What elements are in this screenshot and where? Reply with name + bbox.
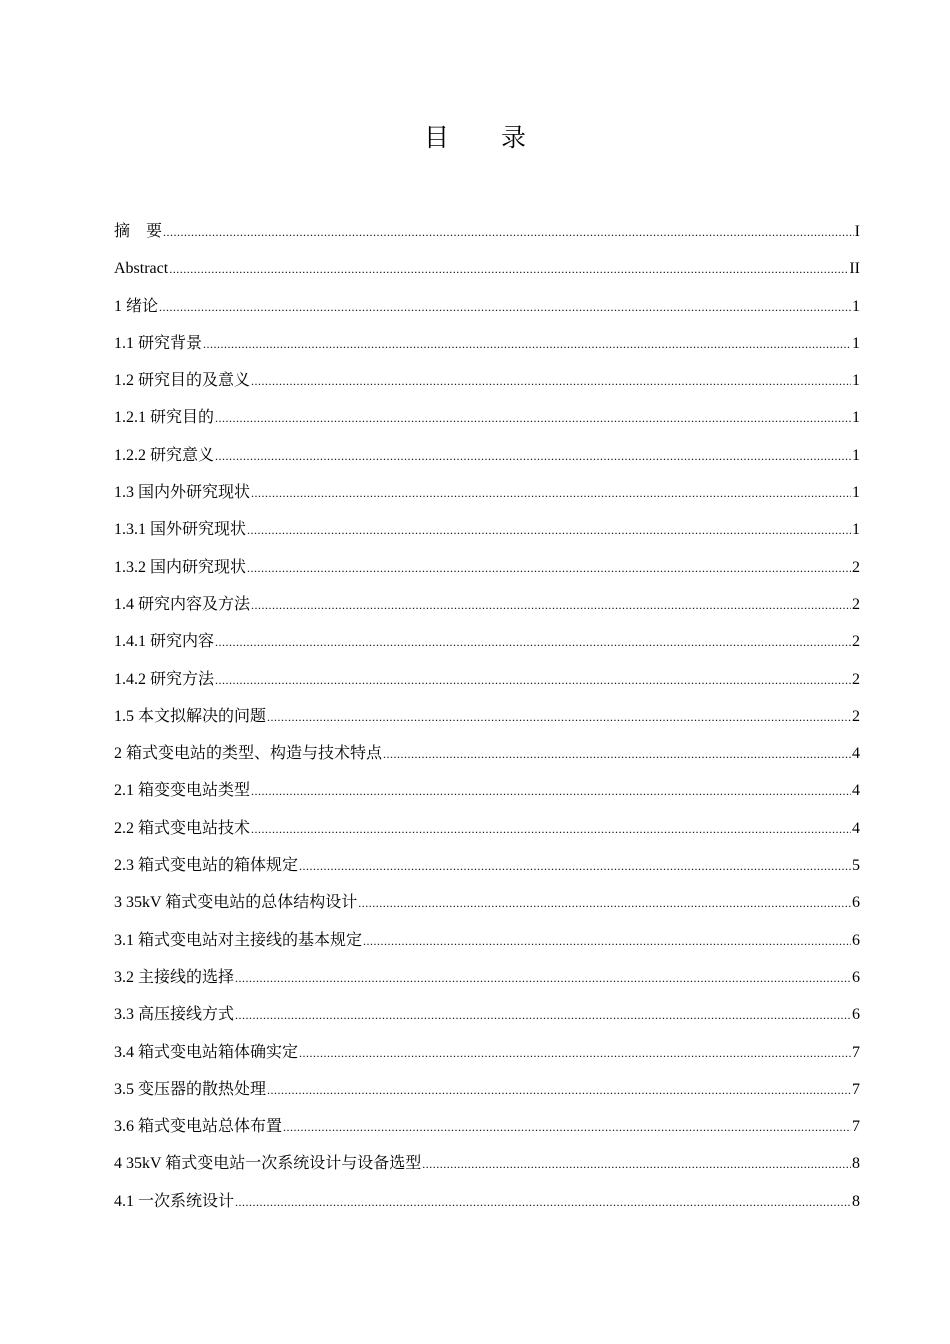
toc-entry[interactable] [114, 332, 860, 369]
toc-entry-label: 2 箱式变电站的类型、构造与技术特点 [114, 745, 383, 763]
toc-dot-leader [358, 891, 851, 915]
toc-entry-label: 3 35kV 箱式变电站的总体结构设计 [114, 894, 358, 912]
toc-dot-leader [251, 779, 851, 803]
toc-dot-leader [235, 1190, 851, 1214]
toc-dot-leader [283, 1115, 851, 1139]
toc-entry-page-number: 7 [852, 1118, 860, 1136]
toc-entry-page-number: 1 [852, 372, 860, 390]
toc-entry[interactable] [114, 779, 860, 816]
toc-entry[interactable] [114, 630, 860, 667]
toc-entry[interactable] [114, 1115, 860, 1152]
toc-dot-leader [422, 1152, 851, 1176]
toc-dot-leader [247, 518, 851, 542]
toc-dot-leader [299, 1041, 851, 1065]
toc-entry-label: 3.1 箱式变电站对主接线的基本规定 [114, 931, 363, 949]
toc-entry-page-number: 2 [852, 707, 860, 725]
toc-entry-label: 1.1 研究背景 [114, 334, 203, 352]
toc-list [114, 220, 860, 1227]
toc-entry-page-number: 4 [852, 819, 860, 837]
toc-entry[interactable] [114, 742, 860, 779]
toc-entry-page-number: 1 [852, 334, 860, 352]
toc-dot-leader [247, 556, 851, 580]
toc-entry[interactable] [114, 705, 860, 742]
toc-dot-leader [251, 481, 851, 505]
toc-entry-label: 摘 要 [114, 223, 163, 240]
toc-entry-label: 3.6 箱式变电站总体布置 [114, 1118, 283, 1136]
toc-dot-leader [215, 630, 851, 654]
toc-entry[interactable] [114, 1041, 860, 1078]
toc-dot-leader [363, 929, 851, 953]
toc-entry-page-number: I [854, 223, 860, 240]
toc-entry-page-number: 5 [852, 857, 860, 875]
toc-entry-page-number: 2 [852, 595, 860, 613]
toc-entry-label: 4 35kV 箱式变电站一次系统设计与设备选型 [114, 1155, 422, 1173]
toc-entry-label: 3.5 变压器的散热处理 [114, 1080, 267, 1098]
toc-entry-label: 1.5 本文拟解决的问题 [114, 707, 267, 725]
toc-entry-label: Abstract [114, 260, 169, 278]
page-title: 目 录 [424, 123, 548, 152]
toc-entry-label: 1.2.1 研究目的 [114, 409, 215, 427]
toc-dot-leader [159, 295, 851, 319]
toc-entry[interactable] [114, 406, 860, 443]
toc-dot-leader [215, 406, 851, 430]
toc-dot-leader [169, 257, 848, 281]
toc-dot-leader [267, 1078, 851, 1102]
toc-entry-label: 1.4.1 研究内容 [114, 633, 215, 651]
toc-entry-page-number: 8 [852, 1192, 860, 1210]
toc-entry[interactable] [114, 929, 860, 966]
toc-dot-leader [235, 1003, 851, 1027]
toc-entry-page-number: 6 [852, 968, 860, 986]
toc-entry-label: 1.4.2 研究方法 [114, 670, 215, 688]
toc-dot-leader [215, 444, 851, 468]
toc-dot-leader [163, 220, 854, 244]
toc-dot-leader [251, 593, 851, 617]
toc-entry-page-number: 6 [852, 894, 860, 912]
toc-entry[interactable] [114, 854, 860, 891]
toc-entry[interactable] [114, 1078, 860, 1115]
toc-entry-page-number: 4 [852, 745, 860, 763]
toc-entry-page-number: 8 [852, 1155, 860, 1173]
toc-entry-page-number: 6 [852, 1006, 860, 1024]
toc-entry-label: 1.4 研究内容及方法 [114, 595, 251, 613]
toc-entry-label: 1 绪论 [114, 297, 159, 315]
toc-entry-page-number: 4 [852, 782, 860, 800]
toc-dot-leader [383, 742, 851, 766]
toc-entry[interactable] [114, 369, 860, 406]
toc-entry-label: 1.3.1 国外研究现状 [114, 521, 247, 539]
toc-entry[interactable] [114, 668, 860, 705]
toc-entry[interactable] [114, 1152, 860, 1189]
toc-dot-leader [267, 705, 851, 729]
toc-entry-label: 3.4 箱式变电站箱体确实定 [114, 1043, 299, 1061]
toc-entry-label: 1.3 国内外研究现状 [114, 484, 251, 502]
toc-entry[interactable] [114, 817, 860, 854]
toc-entry-page-number: 2 [852, 558, 860, 576]
toc-entry[interactable] [114, 220, 860, 257]
toc-entry[interactable] [114, 257, 860, 294]
toc-entry[interactable] [114, 444, 860, 481]
toc-entry-label: 2.2 箱式变电站技术 [114, 819, 251, 837]
toc-dot-leader [235, 966, 851, 990]
toc-dot-leader [203, 332, 851, 356]
toc-entry-label: 2.3 箱式变电站的箱体规定 [114, 857, 299, 875]
toc-entry-label: 3.3 高压接线方式 [114, 1006, 235, 1024]
toc-entry-page-number: 2 [852, 633, 860, 651]
toc-entry[interactable] [114, 1190, 860, 1227]
toc-entry-label: 1.2.2 研究意义 [114, 446, 215, 464]
toc-entry-page-number: 1 [852, 484, 860, 502]
toc-dot-leader [299, 854, 851, 878]
toc-entry-page-number: 1 [852, 521, 860, 539]
toc-entry[interactable] [114, 518, 860, 555]
toc-entry[interactable] [114, 1003, 860, 1040]
toc-entry-page-number: 1 [852, 297, 860, 315]
toc-entry-label: 1.2 研究目的及意义 [114, 372, 251, 390]
toc-entry[interactable] [114, 295, 860, 332]
toc-entry-label: 3.2 主接线的选择 [114, 968, 235, 986]
toc-dot-leader [251, 817, 851, 841]
toc-entry-page-number: 1 [852, 446, 860, 464]
toc-entry[interactable] [114, 556, 860, 593]
toc-entry-page-number: II [849, 260, 860, 278]
toc-dot-leader [215, 668, 851, 692]
toc-entry-label: 2.1 箱变变电站类型 [114, 782, 251, 800]
toc-entry-page-number: 7 [852, 1080, 860, 1098]
toc-entry-label: 1.3.2 国内研究现状 [114, 558, 247, 576]
toc-entry[interactable] [114, 593, 860, 630]
toc-entry-page-number: 6 [852, 931, 860, 949]
toc-entry-page-number: 7 [852, 1043, 860, 1061]
toc-entry[interactable] [114, 481, 860, 518]
toc-entry-page-number: 2 [852, 670, 860, 688]
toc-entry-label: 4.1 一次系统设计 [114, 1192, 235, 1210]
toc-entry[interactable] [114, 966, 860, 1003]
toc-dot-leader [251, 369, 851, 393]
toc-entry[interactable] [114, 891, 860, 928]
toc-entry-page-number: 1 [852, 409, 860, 427]
